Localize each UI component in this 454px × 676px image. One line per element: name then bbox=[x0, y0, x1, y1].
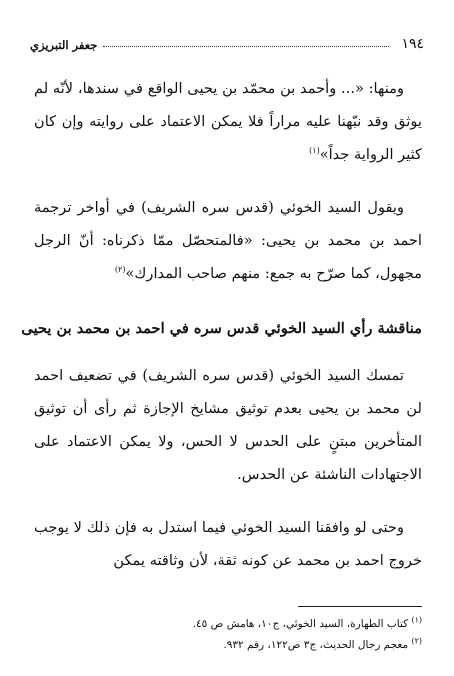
footnote-1-marker: (١) bbox=[411, 615, 422, 625]
footnote-1-text: كتاب الطهارة، السيد الخوئي، ج١٠، هامش ص ٤٥. bbox=[192, 618, 409, 630]
paragraph-4: وحتى لو وافقنا السيد الخوئي فيما استدل به فإن ذلك لا يوجب خروج احمد بن محمد عن كونه ثقة، لأن وثاقته يمكن bbox=[34, 519, 422, 569]
section-heading: مناقشة رأي السيد الخوئي قدس سره في احمد بن محمد بن يحيى bbox=[21, 320, 422, 337]
header-dotted-leader bbox=[103, 46, 389, 47]
page-body bbox=[21, 72, 422, 577]
footnote-2-text: معجم رجال الحديث، ج٣ ص١٢٢، رقم ٩٣٢. bbox=[223, 639, 409, 651]
running-head-author: جعفر التبريزي bbox=[30, 38, 98, 52]
running-head bbox=[30, 30, 424, 52]
footnote-2 bbox=[34, 635, 422, 656]
footnote-2-marker: (٢) bbox=[411, 636, 422, 646]
footnotes bbox=[34, 614, 422, 656]
footnote-separator bbox=[298, 606, 422, 607]
page-number: ١٩٤ bbox=[401, 36, 424, 52]
footnote-ref-2: (٢) bbox=[114, 265, 126, 275]
paragraph-1 bbox=[34, 72, 422, 171]
paragraph-2-text: ويقول السيد الخوئي (قدس سره الشريف) في أواخر ترجمة احمد بن محمد بن يحيى: «فالمتحصّل ممّا ذكرناه: أنّ الرجل مجهول، كما صرّح به جمع: منهم صاحب المدارك» bbox=[34, 199, 422, 282]
paragraph-1-text: ومنها: «... وأحمد بن محمّد بن يحيى الواقع في سندها، لأنّه لم يوثق وقد نبّهنا عليه مراراً فلا يمكن الاعتماد على روايته وإن كان كثير الرواية جداً» bbox=[34, 80, 422, 163]
paragraph-3: تمسك السيد الخوئي (قدس سره الشريف) في تضعيف احمد لن محمد بن يحيى بعدم توثيق مشايخ الإجازة ثم رأى أن توثيق المتأخرين مبتنٍ على الحدس لا الحس، ولا يمكن الاعتماد على الاجتهادات الناشئة عن الحدس. bbox=[34, 367, 422, 483]
footnote-1 bbox=[34, 614, 422, 635]
footnote-ref-1: (١) bbox=[309, 146, 320, 156]
paragraph-2 bbox=[34, 191, 422, 290]
